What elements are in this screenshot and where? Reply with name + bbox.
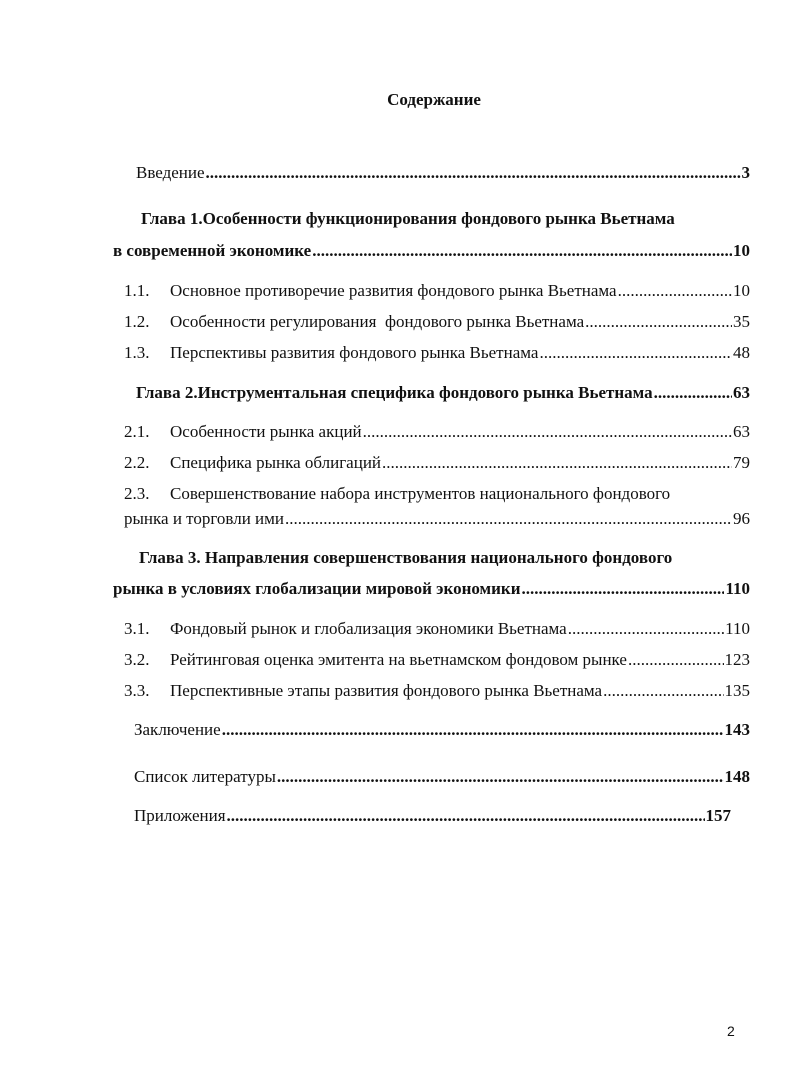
toc-label: Список литературы: [134, 767, 276, 786]
leader-dots: [312, 241, 732, 261]
toc-number: 1.2.: [124, 312, 150, 331]
toc-label: Особенности регулирования фондового рынка Вьетнама: [170, 312, 585, 331]
toc-entry-2-2[interactable]: [124, 453, 750, 473]
toc-entry-3-3[interactable]: [124, 681, 750, 701]
toc-label: Фондовый рынок и глобализация экономики Вьетнама: [170, 619, 567, 638]
leader-dots: [539, 343, 732, 363]
toc-label: в современной экономике: [113, 241, 312, 260]
toc-number: 3.1.: [124, 619, 150, 638]
toc-label: рынка и торговли ими: [124, 509, 285, 528]
leader-dots: [618, 281, 732, 301]
toc-entry-2-3-line1[interactable]: [124, 484, 670, 504]
toc-page: 143: [724, 720, 750, 739]
leader-dots: [522, 579, 725, 599]
toc-chapter-1-line1[interactable]: Глава 1.Особенности функционирования фондового рынка Вьетнама: [141, 209, 675, 228]
leader-dots: [227, 806, 705, 826]
toc-entry-references[interactable]: [134, 767, 750, 787]
toc-page: 48: [733, 343, 750, 362]
toc-label: Основное противоречие развития фондового рынка Вьетнама: [170, 281, 617, 300]
toc-number: 3.3.: [124, 681, 150, 700]
leader-dots: [206, 163, 741, 183]
toc-entry-1-1[interactable]: [124, 281, 750, 301]
toc-label: Совершенствование набора инструментов национального фондового: [170, 484, 671, 503]
toc-chapter-3-line1[interactable]: Глава 3. Направления совершенствования национального фондового: [139, 548, 673, 567]
leader-dots: [628, 650, 724, 670]
toc-entry-appendix[interactable]: [134, 806, 731, 826]
toc-entry-chapter-3[interactable]: [113, 579, 750, 599]
page-number: 2: [727, 1023, 735, 1039]
toc-label: Перспективные этапы развития фондового рынка Вьетнама: [170, 681, 603, 700]
toc-page: 110: [725, 579, 750, 598]
leader-dots: [654, 383, 732, 403]
leader-dots: [222, 720, 724, 740]
toc-label: Перспективы развития фондового рынка Вьетнама: [170, 343, 539, 362]
toc-page: 148: [724, 767, 750, 786]
toc-label: Специфика рынка облигаций: [170, 453, 382, 472]
toc-page: 10: [733, 241, 750, 260]
page-title: Содержание: [387, 90, 481, 109]
toc-label: Заключение: [134, 720, 221, 739]
leader-dots: [585, 312, 732, 332]
toc-page: 35: [733, 312, 750, 331]
toc-label: Введение: [136, 163, 205, 182]
leader-dots: [568, 619, 724, 639]
toc-label: Глава 2.Инструментальная специфика фондового рынка Вьетнама: [136, 383, 653, 402]
toc-entry-1-2[interactable]: [124, 312, 750, 332]
toc-entry-intro[interactable]: [136, 163, 750, 183]
toc-entry-3-2[interactable]: [124, 650, 750, 670]
toc-label: Рейтинговая оценка эмитента на вьетнамском фондовом рынке: [170, 650, 627, 669]
toc-entry-conclusion[interactable]: [134, 720, 750, 740]
toc-page: 96: [733, 509, 750, 528]
toc-page: 63: [733, 422, 750, 441]
toc-entry-3-1[interactable]: [124, 619, 750, 639]
toc-number: 2.3.: [124, 484, 150, 503]
leader-dots: [277, 767, 724, 787]
toc-label: Приложения: [134, 806, 226, 825]
toc-entry-chapter-2[interactable]: [136, 383, 750, 403]
toc-page: 123: [724, 650, 750, 669]
toc-entry-2-1[interactable]: [124, 422, 750, 442]
leader-dots: [382, 453, 732, 473]
toc-entry-1-3[interactable]: [124, 343, 750, 363]
toc-number: 1.3.: [124, 343, 150, 362]
toc-page: 10: [733, 281, 750, 300]
leader-dots: [285, 509, 732, 529]
toc-number: 2.2.: [124, 453, 150, 472]
toc-number: 1.1.: [124, 281, 150, 300]
toc-label: Особенности рынка акций: [170, 422, 362, 441]
toc-page: 79: [733, 453, 750, 472]
toc-page: 157: [705, 806, 731, 825]
toc-entry-2-3[interactable]: [124, 509, 750, 529]
toc-page: 3: [741, 163, 750, 182]
leader-dots: [603, 681, 723, 701]
toc-number: 3.2.: [124, 650, 150, 669]
toc-number: 2.1.: [124, 422, 150, 441]
toc-label: рынка в условиях глобализации мировой экономики: [113, 579, 521, 598]
toc-page: 110: [725, 619, 750, 638]
toc-entry-chapter-1[interactable]: [113, 241, 750, 261]
toc-page: 135: [724, 681, 750, 700]
leader-dots: [363, 422, 732, 442]
toc-page: 63: [733, 383, 750, 402]
